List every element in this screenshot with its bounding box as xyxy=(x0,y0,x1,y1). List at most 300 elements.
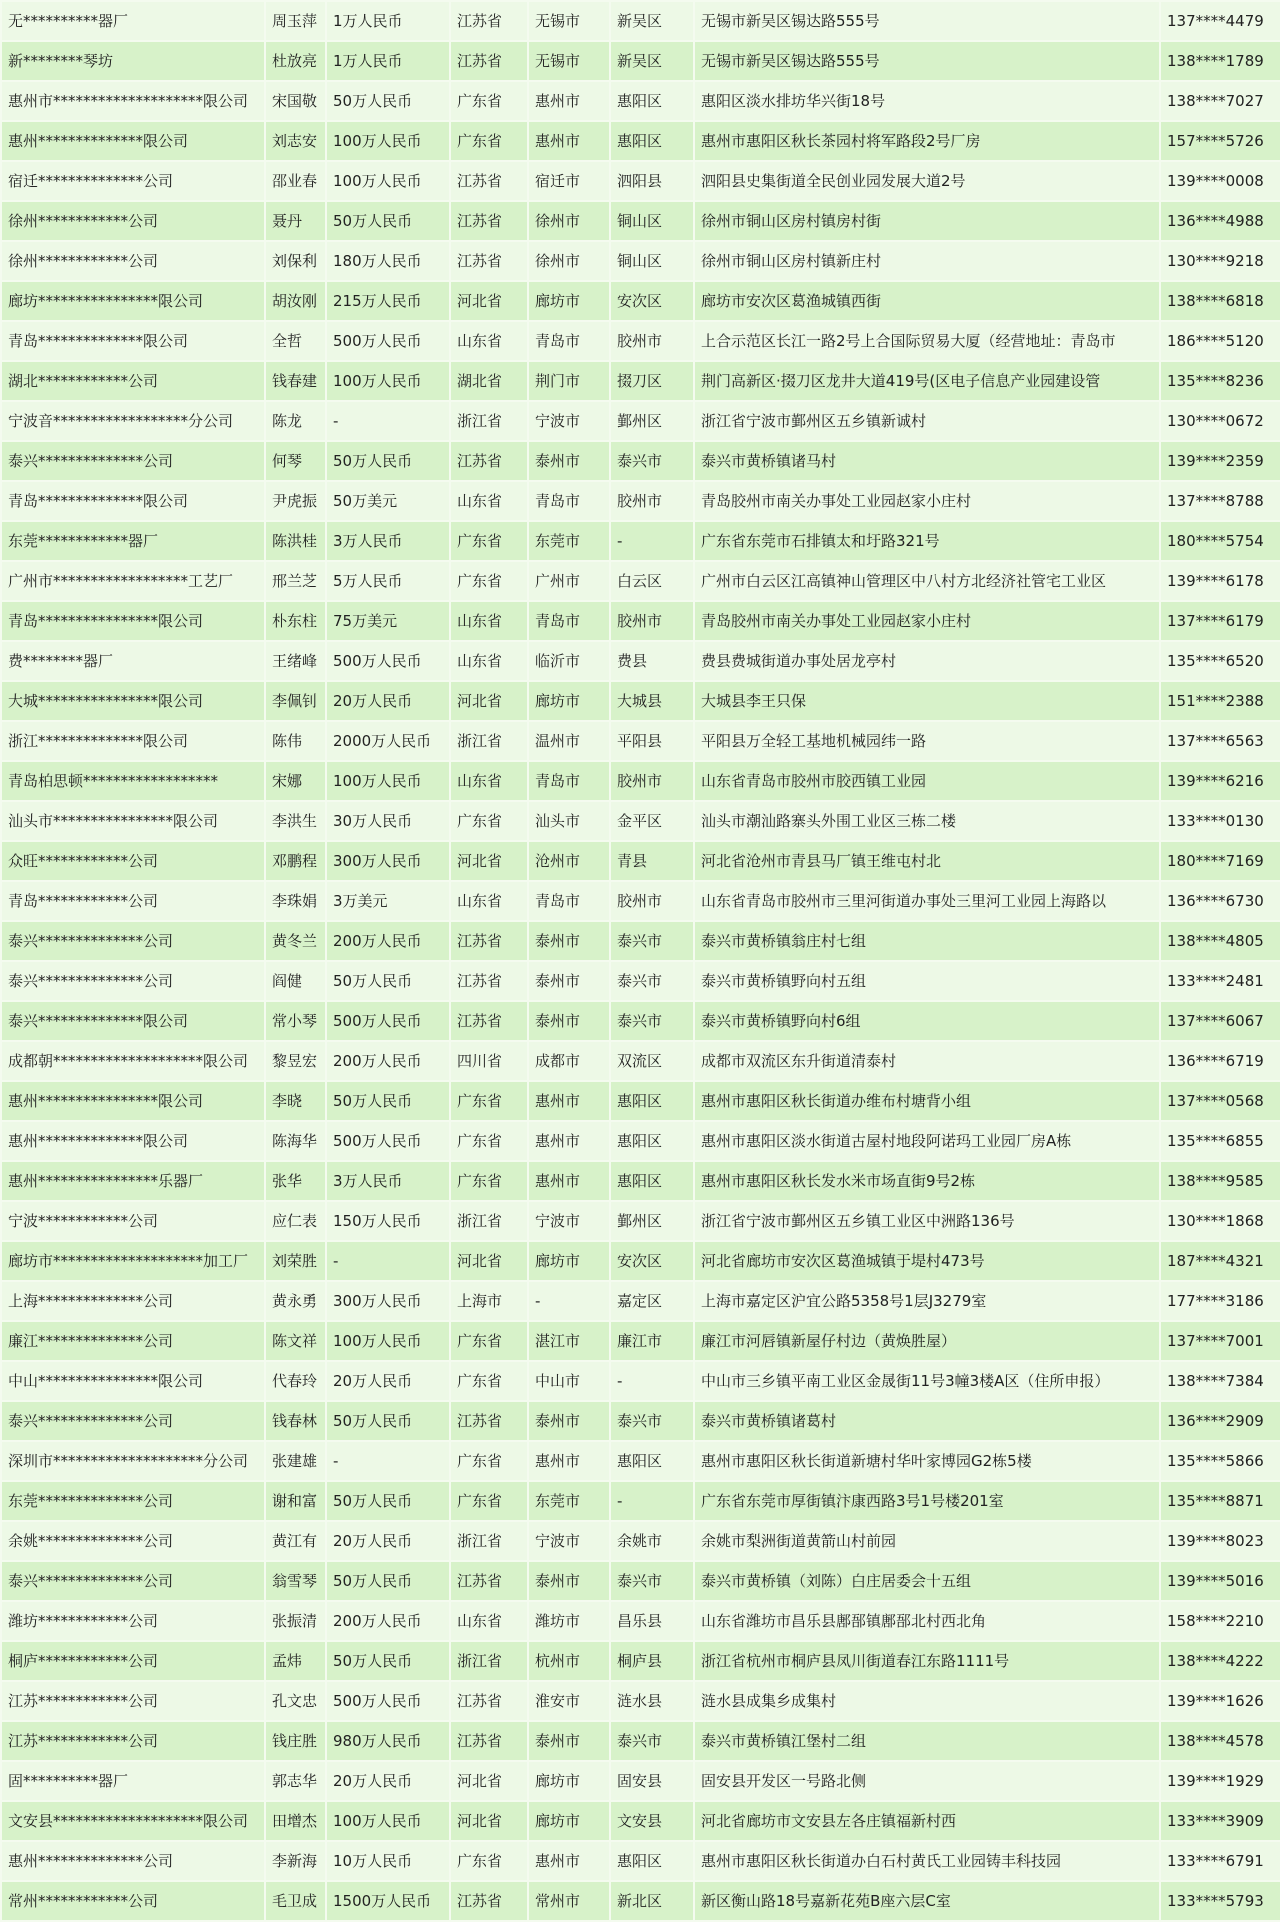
registered-capital-cell: 50万人民币 xyxy=(327,962,449,1000)
contact-person-cell: 陈海华 xyxy=(266,1122,325,1160)
district-cell: 昌乐县 xyxy=(611,1602,693,1640)
registered-capital-cell: 180万人民币 xyxy=(327,242,449,280)
company-name-cell: 惠州**************限公司 xyxy=(2,122,264,160)
contact-person-cell: 张建雄 xyxy=(266,1442,325,1480)
company-name-cell: 江苏************公司 xyxy=(2,1682,264,1720)
province-cell: 浙江省 xyxy=(451,1642,527,1680)
company-name-cell: 东莞**************公司 xyxy=(2,1482,264,1520)
address-cell: 青岛胶州市南关办事处工业园赵家小庄村 xyxy=(695,482,1159,520)
table-row xyxy=(2,1162,1280,1200)
company-name-cell: 宿迁**************公司 xyxy=(2,162,264,200)
registered-capital-cell: 200万人民币 xyxy=(327,922,449,960)
registered-capital-cell: 100万人民币 xyxy=(327,162,449,200)
table-row xyxy=(2,1562,1280,1600)
city-cell: 惠州市 xyxy=(529,1082,609,1120)
district-cell: 惠阳区 xyxy=(611,1442,693,1480)
contact-person-cell: 刘志安 xyxy=(266,122,325,160)
registered-capital-cell: 20万人民币 xyxy=(327,682,449,720)
province-cell: 河北省 xyxy=(451,282,527,320)
province-cell: 江苏省 xyxy=(451,2,527,40)
city-cell: 宁波市 xyxy=(529,402,609,440)
city-cell: 杭州市 xyxy=(529,1642,609,1680)
phone-cell: 135****6855 xyxy=(1161,1122,1280,1160)
phone-cell: 139****1626 xyxy=(1161,1682,1280,1720)
city-cell: 廊坊市 xyxy=(529,1762,609,1800)
district-cell: 泰兴市 xyxy=(611,1002,693,1040)
city-cell: 廊坊市 xyxy=(529,1242,609,1280)
phone-cell: 138****1789 xyxy=(1161,42,1280,80)
table-row xyxy=(2,1802,1280,1840)
table-row xyxy=(2,282,1280,320)
province-cell: 湖北省 xyxy=(451,362,527,400)
table-row xyxy=(2,42,1280,80)
phone-cell: 139****2359 xyxy=(1161,442,1280,480)
table-row xyxy=(2,162,1280,200)
city-cell: 常州市 xyxy=(529,1882,609,1920)
address-cell: 中山市三乡镇平南工业区金晟街11号3幢3楼A区（住所申报） xyxy=(695,1362,1159,1400)
address-cell: 泰兴市黄桥镇野向村6组 xyxy=(695,1002,1159,1040)
table-row xyxy=(2,1602,1280,1640)
phone-cell: 139****8023 xyxy=(1161,1522,1280,1560)
contact-person-cell: 钱庄胜 xyxy=(266,1722,325,1760)
province-cell: 河北省 xyxy=(451,682,527,720)
district-cell: - xyxy=(611,1362,693,1400)
province-cell: 上海市 xyxy=(451,1282,527,1320)
phone-cell: 137****8788 xyxy=(1161,482,1280,520)
company-name-cell: 常州************公司 xyxy=(2,1882,264,1920)
table-row xyxy=(2,1122,1280,1160)
registered-capital-cell: 1万人民币 xyxy=(327,42,449,80)
table-row xyxy=(2,1882,1280,1920)
address-cell: 泗阳县史集街道全民创业园发展大道2号 xyxy=(695,162,1159,200)
address-cell: 上合示范区长江一路2号上合国际贸易大厦（经营地址：青岛市 xyxy=(695,322,1159,360)
address-cell: 浙江省杭州市桐庐县凤川街道春江东路1111号 xyxy=(695,1642,1159,1680)
contact-person-cell: 尹虎振 xyxy=(266,482,325,520)
company-name-cell: 固**********器厂 xyxy=(2,1762,264,1800)
registered-capital-cell: - xyxy=(327,402,449,440)
city-cell: 青岛市 xyxy=(529,482,609,520)
district-cell: 固安县 xyxy=(611,1762,693,1800)
phone-cell: 135****8236 xyxy=(1161,362,1280,400)
address-cell: 泰兴市黄桥镇诸葛村 xyxy=(695,1402,1159,1440)
address-cell: 惠州市惠阳区秋长街道办白石村黄氏工业园铸丰科技园 xyxy=(695,1842,1159,1880)
phone-cell: 139****0008 xyxy=(1161,162,1280,200)
table-row xyxy=(2,1402,1280,1440)
phone-cell: 138****4222 xyxy=(1161,1642,1280,1680)
registered-capital-cell: 75万美元 xyxy=(327,602,449,640)
phone-cell: 151****2388 xyxy=(1161,682,1280,720)
province-cell: 广东省 xyxy=(451,522,527,560)
contact-person-cell: 毛卫成 xyxy=(266,1882,325,1920)
phone-cell: 137****6067 xyxy=(1161,1002,1280,1040)
registered-capital-cell: 500万人民币 xyxy=(327,1122,449,1160)
registered-capital-cell: 100万人民币 xyxy=(327,762,449,800)
company-name-cell: 徐州************公司 xyxy=(2,242,264,280)
phone-cell: 136****6719 xyxy=(1161,1042,1280,1080)
company-name-cell: 惠州**************公司 xyxy=(2,1842,264,1880)
phone-cell: 139****1929 xyxy=(1161,1762,1280,1800)
company-name-cell: 费********器厂 xyxy=(2,642,264,680)
registered-capital-cell: 100万人民币 xyxy=(327,1802,449,1840)
district-cell: 惠阳区 xyxy=(611,82,693,120)
registered-capital-cell: 1500万人民币 xyxy=(327,1882,449,1920)
address-cell: 上海市嘉定区沪宜公路5358号1层J3279室 xyxy=(695,1282,1159,1320)
registered-capital-cell: 50万人民币 xyxy=(327,1562,449,1600)
company-name-cell: 深圳市********************分公司 xyxy=(2,1442,264,1480)
phone-cell: 135****8871 xyxy=(1161,1482,1280,1520)
city-cell: - xyxy=(529,1282,609,1320)
province-cell: 广东省 xyxy=(451,1162,527,1200)
address-cell: 固安县开发区一号路北侧 xyxy=(695,1762,1159,1800)
table-row xyxy=(2,82,1280,120)
table-row xyxy=(2,202,1280,240)
phone-cell: 138****4805 xyxy=(1161,922,1280,960)
address-cell: 大城县李王只保 xyxy=(695,682,1159,720)
address-cell: 山东省青岛市胶州市三里河街道办事处三里河工业园上海路以 xyxy=(695,882,1159,920)
phone-cell: 137****0568 xyxy=(1161,1082,1280,1120)
province-cell: 江苏省 xyxy=(451,1722,527,1760)
city-cell: 潍坊市 xyxy=(529,1602,609,1640)
city-cell: 东莞市 xyxy=(529,1482,609,1520)
company-name-cell: 上海**************公司 xyxy=(2,1282,264,1320)
registered-capital-cell: 50万人民币 xyxy=(327,1482,449,1520)
phone-cell: 133****5793 xyxy=(1161,1882,1280,1920)
contact-person-cell: 郭志华 xyxy=(266,1762,325,1800)
district-cell: 惠阳区 xyxy=(611,1122,693,1160)
registered-capital-cell: 50万人民币 xyxy=(327,442,449,480)
district-cell: 惠阳区 xyxy=(611,1082,693,1120)
province-cell: 河北省 xyxy=(451,1242,527,1280)
table-row xyxy=(2,402,1280,440)
district-cell: 铜山区 xyxy=(611,242,693,280)
phone-cell: 177****3186 xyxy=(1161,1282,1280,1320)
province-cell: 广东省 xyxy=(451,1362,527,1400)
contact-person-cell: 代春玲 xyxy=(266,1362,325,1400)
company-name-cell: 中山****************限公司 xyxy=(2,1362,264,1400)
city-cell: 泰州市 xyxy=(529,1002,609,1040)
province-cell: 江苏省 xyxy=(451,1562,527,1600)
contact-person-cell: 常小琴 xyxy=(266,1002,325,1040)
district-cell: 胶州市 xyxy=(611,602,693,640)
district-cell: 白云区 xyxy=(611,562,693,600)
address-cell: 河北省沧州市青县马厂镇王维屯村北 xyxy=(695,842,1159,880)
contact-person-cell: 钱春林 xyxy=(266,1402,325,1440)
city-cell: 廊坊市 xyxy=(529,282,609,320)
phone-cell: 133****3909 xyxy=(1161,1802,1280,1840)
contact-person-cell: 邓鹏程 xyxy=(266,842,325,880)
address-cell: 惠州市惠阳区秋长茶园村将军路段2号厂房 xyxy=(695,122,1159,160)
contact-person-cell: 钱春建 xyxy=(266,362,325,400)
city-cell: 徐州市 xyxy=(529,202,609,240)
table-row xyxy=(2,1842,1280,1880)
phone-cell: 139****6216 xyxy=(1161,762,1280,800)
city-cell: 惠州市 xyxy=(529,122,609,160)
province-cell: 江苏省 xyxy=(451,1002,527,1040)
province-cell: 广东省 xyxy=(451,1482,527,1520)
contact-person-cell: 李珠娟 xyxy=(266,882,325,920)
contact-person-cell: 李新海 xyxy=(266,1842,325,1880)
company-name-cell: 青岛**************限公司 xyxy=(2,322,264,360)
registered-capital-cell: 500万人民币 xyxy=(327,1682,449,1720)
contact-person-cell: 邵业春 xyxy=(266,162,325,200)
province-cell: 江苏省 xyxy=(451,442,527,480)
registered-capital-cell: 500万人民币 xyxy=(327,642,449,680)
city-cell: 中山市 xyxy=(529,1362,609,1400)
registered-capital-cell: 1万人民币 xyxy=(327,2,449,40)
table-row xyxy=(2,882,1280,920)
table-row xyxy=(2,242,1280,280)
district-cell: 双流区 xyxy=(611,1042,693,1080)
address-cell: 荆门高新区·掇刀区龙井大道419号(区电子信息产业园建设管 xyxy=(695,362,1159,400)
province-cell: 广东省 xyxy=(451,802,527,840)
address-cell: 无锡市新吴区锡达路555号 xyxy=(695,2,1159,40)
registered-capital-cell: 3万人民币 xyxy=(327,1162,449,1200)
contact-person-cell: 朴东柱 xyxy=(266,602,325,640)
city-cell: 成都市 xyxy=(529,1042,609,1080)
phone-cell: 139****5016 xyxy=(1161,1562,1280,1600)
province-cell: 江苏省 xyxy=(451,202,527,240)
district-cell: 大城县 xyxy=(611,682,693,720)
address-cell: 泰兴市黄桥镇翁庄村七组 xyxy=(695,922,1159,960)
table-row xyxy=(2,1522,1280,1560)
registered-capital-cell: 500万人民币 xyxy=(327,322,449,360)
company-name-cell: 桐庐************公司 xyxy=(2,1642,264,1680)
address-cell: 泰兴市黄桥镇江堡村二组 xyxy=(695,1722,1159,1760)
city-cell: 淮安市 xyxy=(529,1682,609,1720)
province-cell: 广东省 xyxy=(451,1322,527,1360)
address-cell: 费县费城街道办事处居龙亭村 xyxy=(695,642,1159,680)
phone-cell: 180****7169 xyxy=(1161,842,1280,880)
registered-capital-cell: 20万人民币 xyxy=(327,1362,449,1400)
registered-capital-cell: - xyxy=(327,1242,449,1280)
city-cell: 泰州市 xyxy=(529,922,609,960)
phone-cell: 135****6520 xyxy=(1161,642,1280,680)
city-cell: 温州市 xyxy=(529,722,609,760)
address-cell: 惠州市惠阳区秋长发水米市场直街9号2栋 xyxy=(695,1162,1159,1200)
table-row xyxy=(2,442,1280,480)
company-name-cell: 徐州************公司 xyxy=(2,202,264,240)
district-cell: 鄞州区 xyxy=(611,1202,693,1240)
company-name-cell: 宁波音******************分公司 xyxy=(2,402,264,440)
phone-cell: 157****5726 xyxy=(1161,122,1280,160)
address-cell: 廉江市河唇镇新屋仔村边（黄焕胜屋） xyxy=(695,1322,1159,1360)
contact-person-cell: 张振清 xyxy=(266,1602,325,1640)
province-cell: 广东省 xyxy=(451,1842,527,1880)
contact-person-cell: 应仁表 xyxy=(266,1202,325,1240)
city-cell: 廊坊市 xyxy=(529,1802,609,1840)
address-cell: 广州市白云区江高镇神山管理区中八村方北经济社管宅工业区 xyxy=(695,562,1159,600)
registered-capital-cell: 100万人民币 xyxy=(327,362,449,400)
contact-person-cell: 全哲 xyxy=(266,322,325,360)
phone-cell: 187****4321 xyxy=(1161,1242,1280,1280)
phone-cell: 133****2481 xyxy=(1161,962,1280,1000)
table-row xyxy=(2,762,1280,800)
registered-capital-cell: 50万人民币 xyxy=(327,202,449,240)
company-name-cell: 泰兴**************公司 xyxy=(2,1562,264,1600)
table-row xyxy=(2,522,1280,560)
city-cell: 泰州市 xyxy=(529,442,609,480)
company-name-cell: 湖北************公司 xyxy=(2,362,264,400)
address-cell: 徐州市铜山区房村镇房村街 xyxy=(695,202,1159,240)
company-name-cell: 潍坊************公司 xyxy=(2,1602,264,1640)
company-name-cell: 泰兴**************公司 xyxy=(2,922,264,960)
district-cell: 青县 xyxy=(611,842,693,880)
city-cell: 青岛市 xyxy=(529,882,609,920)
address-cell: 浙江省宁波市鄞州区五乡镇新诚村 xyxy=(695,402,1159,440)
district-cell: 涟水县 xyxy=(611,1682,693,1720)
province-cell: 浙江省 xyxy=(451,722,527,760)
province-cell: 广东省 xyxy=(451,1122,527,1160)
phone-cell: 137****6179 xyxy=(1161,602,1280,640)
city-cell: 惠州市 xyxy=(529,1442,609,1480)
province-cell: 山东省 xyxy=(451,642,527,680)
district-cell: - xyxy=(611,1482,693,1520)
table-row xyxy=(2,962,1280,1000)
company-name-cell: 泰兴**************公司 xyxy=(2,962,264,1000)
district-cell: 费县 xyxy=(611,642,693,680)
city-cell: 沧州市 xyxy=(529,842,609,880)
province-cell: 广东省 xyxy=(451,1082,527,1120)
table-row xyxy=(2,1242,1280,1280)
district-cell: 泰兴市 xyxy=(611,1402,693,1440)
registered-capital-cell: 150万人民币 xyxy=(327,1202,449,1240)
address-cell: 山东省潍坊市昌乐县鄌郚镇鄌郚北村西北角 xyxy=(695,1602,1159,1640)
company-name-cell: 泰兴**************公司 xyxy=(2,1402,264,1440)
contact-person-cell: 陈文祥 xyxy=(266,1322,325,1360)
phone-cell: 133****6791 xyxy=(1161,1842,1280,1880)
district-cell: 桐庐县 xyxy=(611,1642,693,1680)
phone-cell: 158****2210 xyxy=(1161,1602,1280,1640)
registered-capital-cell: 30万人民币 xyxy=(327,802,449,840)
table-row xyxy=(2,722,1280,760)
address-cell: 涟水县成集乡成集村 xyxy=(695,1682,1159,1720)
table-row xyxy=(2,1722,1280,1760)
province-cell: 山东省 xyxy=(451,322,527,360)
district-cell: 泰兴市 xyxy=(611,1722,693,1760)
table-row xyxy=(2,1322,1280,1360)
province-cell: 河北省 xyxy=(451,1762,527,1800)
district-cell: 掇刀区 xyxy=(611,362,693,400)
table-body xyxy=(2,2,1280,1920)
province-cell: 广东省 xyxy=(451,82,527,120)
table-row xyxy=(2,602,1280,640)
province-cell: 江苏省 xyxy=(451,242,527,280)
district-cell: 泗阳县 xyxy=(611,162,693,200)
table-row xyxy=(2,482,1280,520)
table-row xyxy=(2,1002,1280,1040)
city-cell: 青岛市 xyxy=(529,322,609,360)
district-cell: 胶州市 xyxy=(611,322,693,360)
province-cell: 浙江省 xyxy=(451,1522,527,1560)
city-cell: 广州市 xyxy=(529,562,609,600)
phone-cell: 137****6563 xyxy=(1161,722,1280,760)
company-name-cell: 浙江**************限公司 xyxy=(2,722,264,760)
district-cell: 新北区 xyxy=(611,1882,693,1920)
phone-cell: 130****1868 xyxy=(1161,1202,1280,1240)
contact-person-cell: 周玉萍 xyxy=(266,2,325,40)
table-row xyxy=(2,642,1280,680)
phone-cell: 138****4578 xyxy=(1161,1722,1280,1760)
registered-capital-cell: 3万美元 xyxy=(327,882,449,920)
company-name-cell: 廊坊市********************加工厂 xyxy=(2,1242,264,1280)
address-cell: 平阳县万全轻工基地机械园纬一路 xyxy=(695,722,1159,760)
registered-capital-cell: 50万人民币 xyxy=(327,1082,449,1120)
city-cell: 汕头市 xyxy=(529,802,609,840)
province-cell: 江苏省 xyxy=(451,1882,527,1920)
address-cell: 泰兴市黄桥镇诸马村 xyxy=(695,442,1159,480)
registered-capital-cell: 200万人民币 xyxy=(327,1042,449,1080)
company-name-cell: 惠州****************乐器厂 xyxy=(2,1162,264,1200)
phone-cell: 138****9585 xyxy=(1161,1162,1280,1200)
contact-person-cell: 谢和富 xyxy=(266,1482,325,1520)
address-cell: 新区衡山路18号嘉新花苑B座六层C室 xyxy=(695,1882,1159,1920)
registered-capital-cell: 50万人民币 xyxy=(327,1402,449,1440)
phone-cell: 138****7384 xyxy=(1161,1362,1280,1400)
company-name-cell: 无**********器厂 xyxy=(2,2,264,40)
company-name-cell: 惠州**************限公司 xyxy=(2,1122,264,1160)
company-name-cell: 泰兴**************公司 xyxy=(2,442,264,480)
registered-capital-cell: 20万人民币 xyxy=(327,1762,449,1800)
registered-capital-cell: 50万美元 xyxy=(327,482,449,520)
table-row xyxy=(2,1282,1280,1320)
table-row xyxy=(2,1762,1280,1800)
contact-person-cell: 李佩钊 xyxy=(266,682,325,720)
table-row xyxy=(2,842,1280,880)
address-cell: 惠州市惠阳区淡水街道古屋村地段阿诺玛工业园厂房A栋 xyxy=(695,1122,1159,1160)
province-cell: 浙江省 xyxy=(451,1202,527,1240)
company-name-cell: 青岛****************限公司 xyxy=(2,602,264,640)
phone-cell: 136****6730 xyxy=(1161,882,1280,920)
phone-cell: 133****0130 xyxy=(1161,802,1280,840)
province-cell: 江苏省 xyxy=(451,162,527,200)
city-cell: 青岛市 xyxy=(529,762,609,800)
table-row xyxy=(2,1482,1280,1520)
table-row xyxy=(2,1682,1280,1720)
city-cell: 宁波市 xyxy=(529,1522,609,1560)
province-cell: 广东省 xyxy=(451,562,527,600)
contact-person-cell: 黄江有 xyxy=(266,1522,325,1560)
registered-capital-cell: 50万人民币 xyxy=(327,1642,449,1680)
city-cell: 惠州市 xyxy=(529,1842,609,1880)
table-row xyxy=(2,1202,1280,1240)
contact-person-cell: 胡汝刚 xyxy=(266,282,325,320)
address-cell: 青岛胶州市南关办事处工业园赵家小庄村 xyxy=(695,602,1159,640)
contact-person-cell: 陈伟 xyxy=(266,722,325,760)
city-cell: 惠州市 xyxy=(529,82,609,120)
phone-cell: 186****5120 xyxy=(1161,322,1280,360)
registered-capital-cell: 300万人民币 xyxy=(327,1282,449,1320)
district-cell: 泰兴市 xyxy=(611,962,693,1000)
table-row xyxy=(2,122,1280,160)
city-cell: 泰州市 xyxy=(529,1722,609,1760)
company-name-cell: 廉江**************公司 xyxy=(2,1322,264,1360)
address-cell: 廊坊市安次区葛渔城镇西街 xyxy=(695,282,1159,320)
province-cell: 四川省 xyxy=(451,1042,527,1080)
district-cell: 安次区 xyxy=(611,1242,693,1280)
registered-capital-cell: - xyxy=(327,1442,449,1480)
contact-person-cell: 杜放亮 xyxy=(266,42,325,80)
contact-person-cell: 陈洪桂 xyxy=(266,522,325,560)
table-row xyxy=(2,1082,1280,1120)
registered-capital-cell: 300万人民币 xyxy=(327,842,449,880)
address-cell: 泰兴市黄桥镇野向村五组 xyxy=(695,962,1159,1000)
city-cell: 泰州市 xyxy=(529,962,609,1000)
phone-cell: 137****7001 xyxy=(1161,1322,1280,1360)
city-cell: 泰州市 xyxy=(529,1402,609,1440)
district-cell: 泰兴市 xyxy=(611,1562,693,1600)
district-cell: 泰兴市 xyxy=(611,442,693,480)
phone-cell: 136****4988 xyxy=(1161,202,1280,240)
